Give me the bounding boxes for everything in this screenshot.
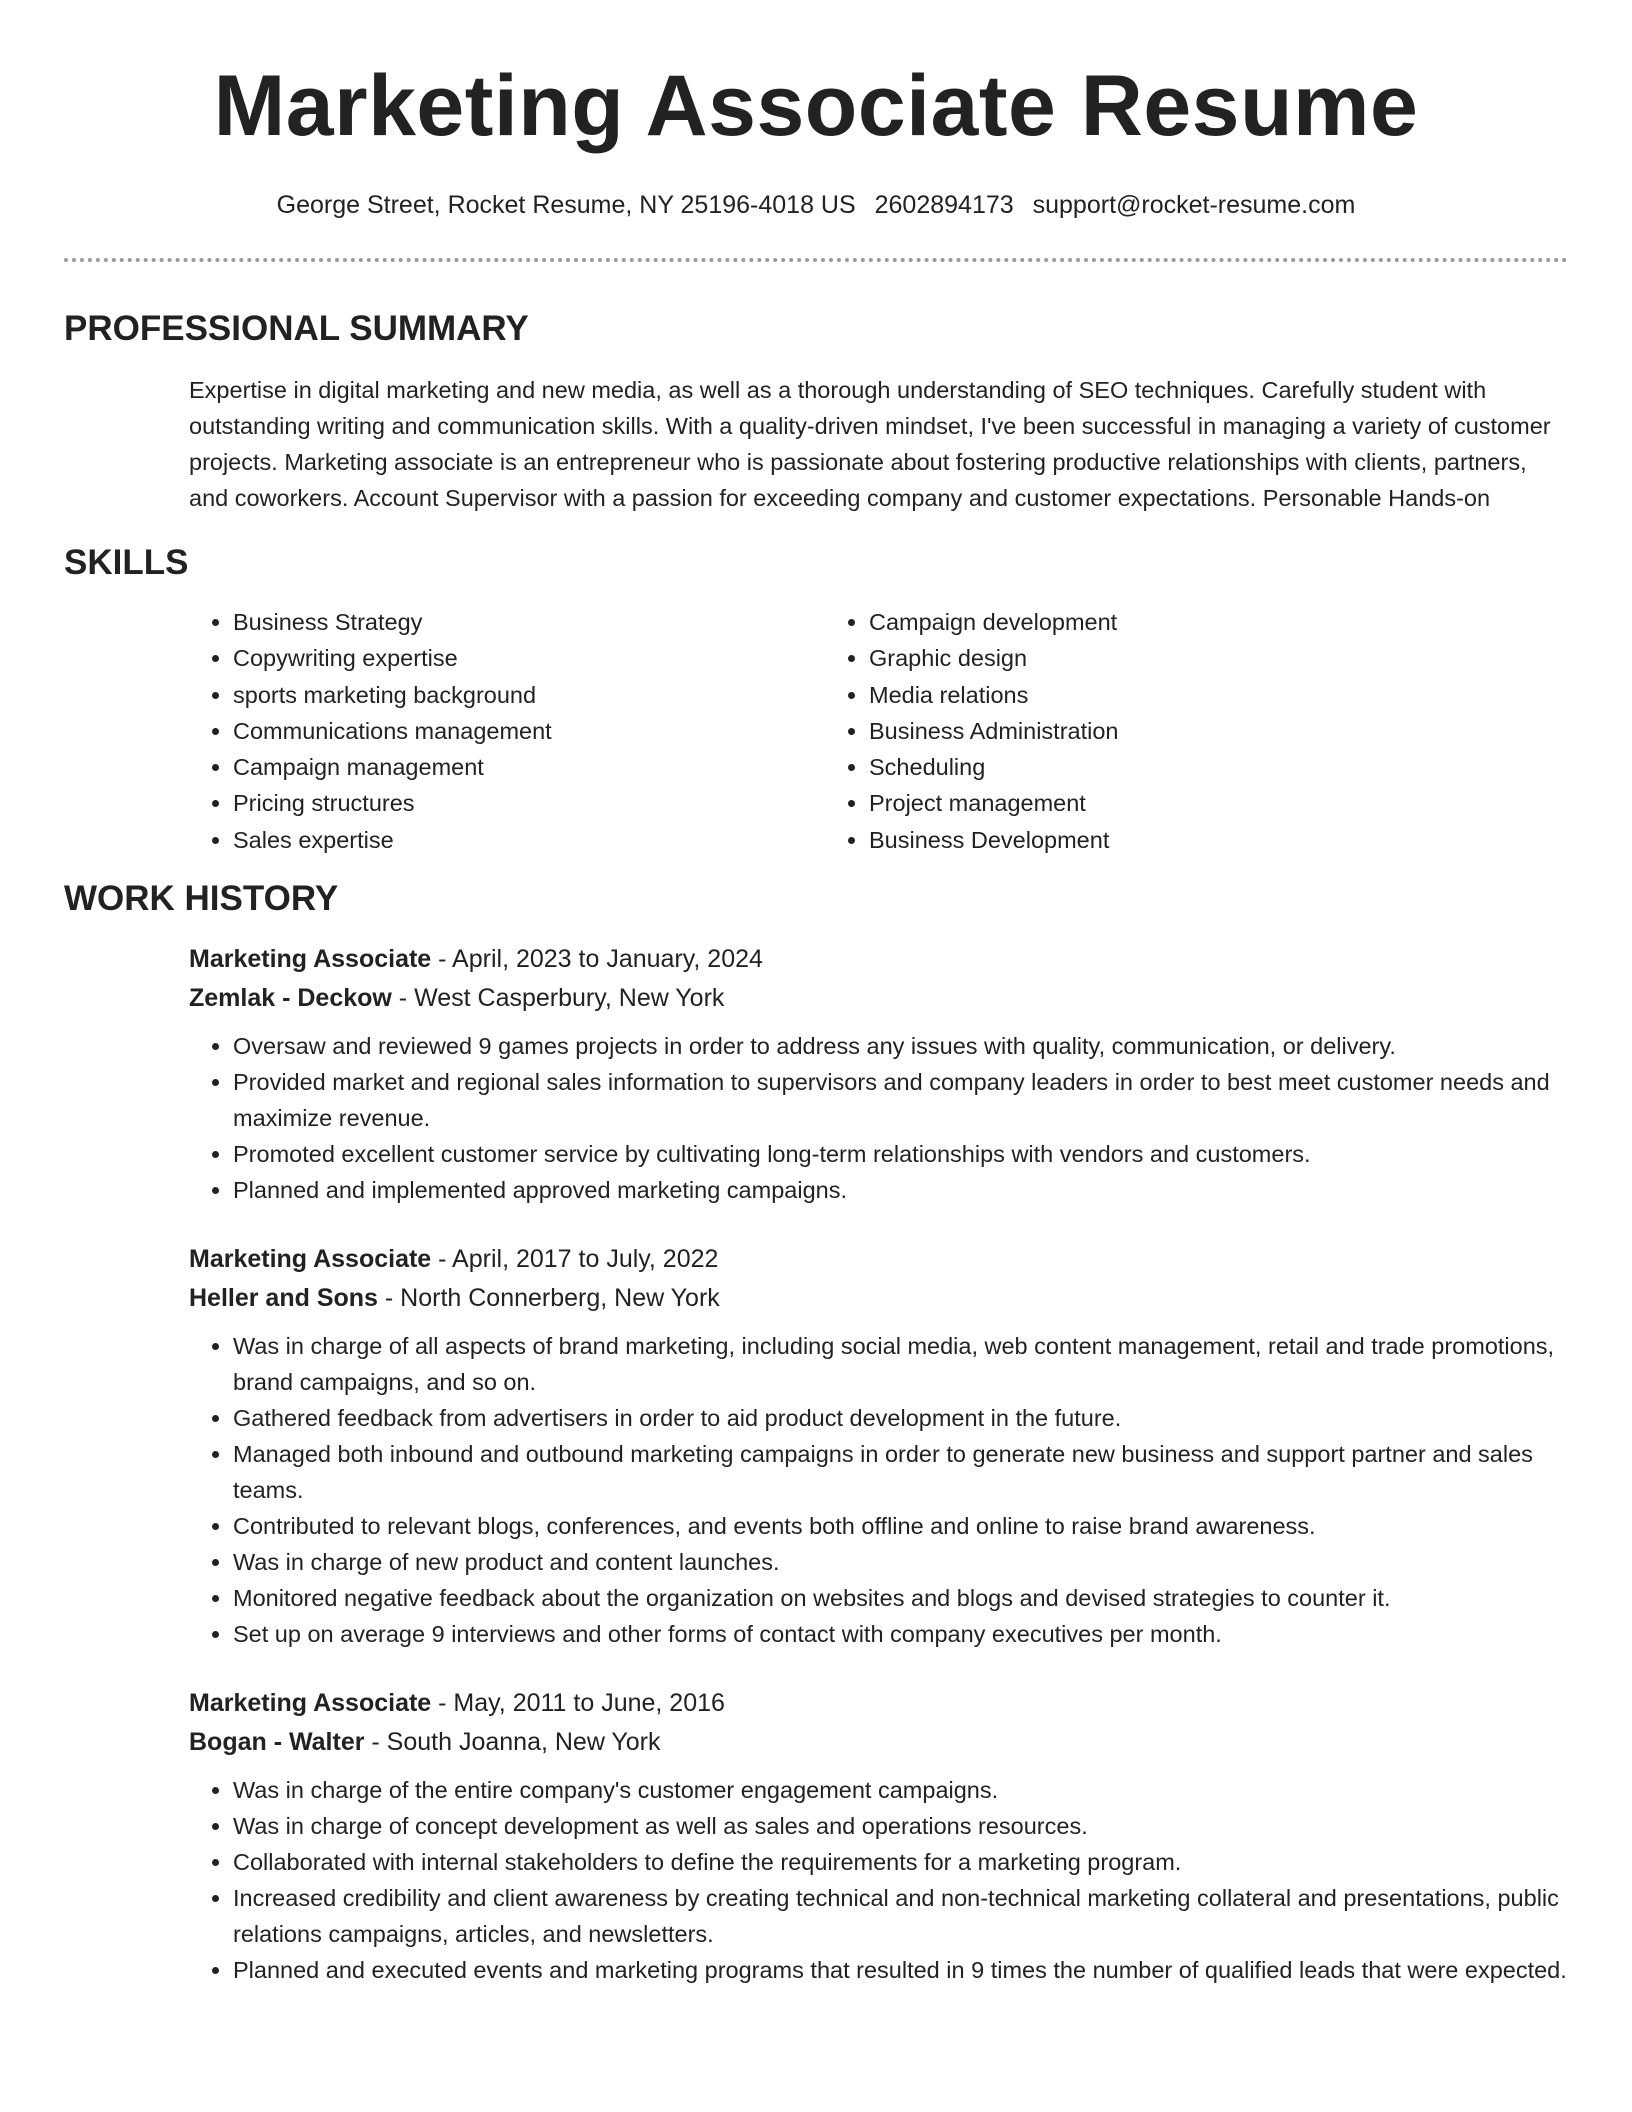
skill-item: • Business Development (869, 822, 1461, 858)
job-location: - North Connerberg, New York (377, 1284, 720, 1313)
skill-item: • Pricing structures (233, 785, 825, 821)
job-bullet: • Was in charge of the entire company's customer engagement campaigns. (233, 1772, 1568, 1808)
work-history-heading: WORK HISTORY (64, 879, 339, 919)
skills-heading: SKILLS (64, 543, 189, 582)
skill-item: • Graphic design (869, 640, 1461, 676)
job-company: Bogan - Walter (189, 1728, 365, 1757)
skills-list-left (189, 604, 825, 858)
job-bullet: • Contributed to relevant blogs, conferences, and events both offline and online to raise brand awareness. (233, 1508, 1568, 1544)
job-bullet: • Set up on average 9 interviews and other forms of contact with company executives per month. (233, 1616, 1568, 1652)
contact-email: support@rocket-resume.com (1032, 191, 1356, 219)
job-entry (189, 1684, 1568, 1988)
job-dates: - April, 2017 to July, 2022 (431, 1245, 719, 1274)
job-company: Zemlak - Deckow (189, 984, 392, 1013)
job-company-line (189, 1279, 1568, 1318)
job-bullet: • Increased credibility and client awareness by creating technical and non-technical marketing collateral and presentations, public relations campaigns, articles, and newsletters. (233, 1880, 1568, 1952)
skill-item: • Campaign development (869, 604, 1461, 640)
skill-item: • Sales expertise (233, 822, 825, 858)
job-bullet: • Was in charge of new product and content launches. (233, 1544, 1568, 1580)
skills-grid (189, 604, 1568, 858)
job-bullet: • Promoted excellent customer service by cultivating long-term relationships with vendors and customers. (233, 1136, 1568, 1172)
job-title: Marketing Associate (189, 1689, 432, 1718)
job-bullets (189, 1328, 1568, 1652)
job-bullet: • Planned and implemented approved marketing campaigns. (233, 1172, 1568, 1208)
job-company: Heller and Sons (189, 1284, 378, 1313)
summary-text: Expertise in digital marketing and new media, as well as a thorough understanding of SEO techniques. Carefully student with outstanding writing and communication skills. With a quality-driven mindset, I've been successful in managing a variety of customer projects. Marketing associate is an entrepreneur who is passionate about fostering productive relationships with clients, partners, and coworkers. Account Supervisor with a passion for exceeding company and customer expectations. Personable Hands-on (189, 377, 1551, 511)
job-bullet: • Was in charge of concept development as well as sales and operations resources. (233, 1808, 1568, 1844)
job-dates: - May, 2011 to June, 2016 (431, 1689, 725, 1718)
job-title-line (189, 1684, 1568, 1723)
job-dates: - April, 2023 to January, 2024 (431, 945, 763, 974)
job-company-line (189, 979, 1568, 1018)
contact-address: George Street, Rocket Resume, NY 25196-4018 US (276, 191, 856, 219)
skill-item: • Project management (869, 785, 1461, 821)
job-bullets (189, 1772, 1568, 1988)
job-bullet: • Planned and executed events and marketing programs that resulted in 9 times the number of qualified leads that were expected. (233, 1952, 1568, 1988)
job-title: Marketing Associate (189, 945, 432, 974)
skill-item: • Media relations (869, 677, 1461, 713)
resume-title: Marketing Associate Resume (213, 58, 1419, 154)
job-entry (189, 940, 1568, 1208)
skills-list-right (825, 604, 1461, 858)
job-entry (189, 1240, 1568, 1652)
skill-item: • Business Strategy (233, 604, 825, 640)
contact-phone: 2602894173 (874, 191, 1014, 219)
job-bullet: • Managed both inbound and outbound marketing campaigns in order to generate new business and support partner and sales teams. (233, 1436, 1568, 1508)
job-bullet: • Provided market and regional sales information to supervisors and company leaders in order to best meet customer needs and maximize revenue. (233, 1064, 1568, 1136)
job-bullet: • Was in charge of all aspects of brand marketing, including social media, web content management, retail and trade promotions, brand campaigns, and so on. (233, 1328, 1568, 1400)
job-bullet: • Gathered feedback from advertisers in order to aid product development in the future. (233, 1400, 1568, 1436)
job-bullet: • Monitored negative feedback about the organization on websites and blogs and devised strategies to counter it. (233, 1580, 1568, 1616)
skill-item: • Communications management (233, 713, 825, 749)
job-title-line (189, 1240, 1568, 1279)
job-company-line (189, 1723, 1568, 1762)
job-location: - South Joanna, New York (364, 1728, 661, 1757)
skill-item: • Copywriting expertise (233, 640, 825, 676)
job-title: Marketing Associate (189, 1245, 432, 1274)
job-location: - West Casperbury, New York (391, 984, 725, 1013)
header-divider (64, 258, 1568, 262)
skill-item: • Business Administration (869, 713, 1461, 749)
job-bullets (189, 1028, 1568, 1208)
summary-heading: PROFESSIONAL SUMMARY (64, 309, 529, 348)
skill-item: • sports marketing background (233, 677, 825, 713)
job-title-line (189, 940, 1568, 979)
job-bullet: • Oversaw and reviewed 9 games projects in order to address any issues with quality, communication, or delivery. (233, 1028, 1568, 1064)
job-bullet: • Collaborated with internal stakeholders to define the requirements for a marketing program. (233, 1844, 1568, 1880)
skill-item: • Scheduling (869, 749, 1461, 785)
skill-item: • Campaign management (233, 749, 825, 785)
contact-info (64, 190, 1568, 220)
